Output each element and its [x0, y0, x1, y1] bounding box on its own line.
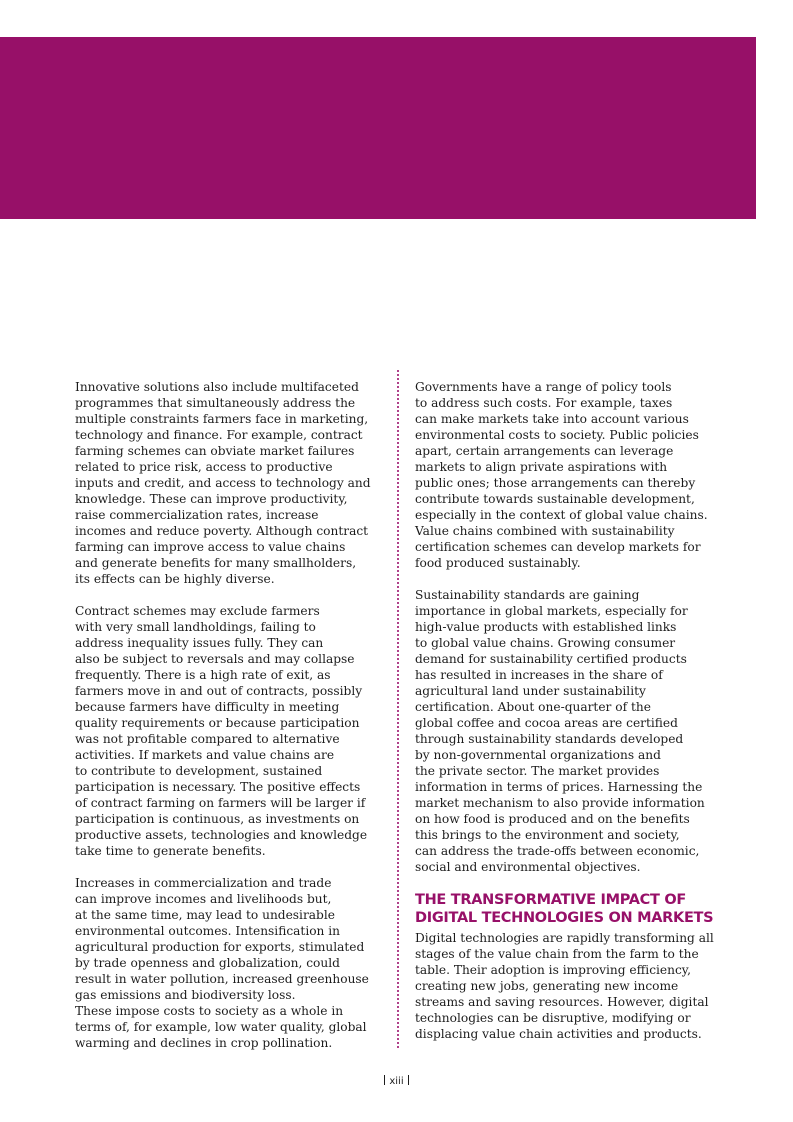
section-heading-line: THE TRANSFORMATIVE IMPACT OF [415, 892, 686, 908]
text-line: can make markets take into account various [415, 412, 689, 426]
text-line: knowledge. These can improve productivity, [75, 492, 348, 506]
text-line: Value chains combined with sustainability [415, 524, 675, 538]
text-line: activities. If markets and value chains are [75, 748, 335, 762]
text-line: global coffee and cocoa areas are certified [415, 716, 678, 730]
section-heading [415, 891, 720, 927]
page-number-text: xiii [389, 1076, 404, 1087]
text-line: Contract schemes may exclude farmers [75, 604, 320, 618]
text-line: take time to generate benefits. [75, 844, 266, 858]
text-line: by trade openness and globalization, could [75, 956, 340, 970]
page-number-bar-left [384, 1075, 385, 1085]
text-line: result in water pollution, increased greenhouse [75, 972, 369, 986]
text-line: the private sector. The market provides [415, 764, 660, 778]
text-line: of contract farming on farmers will be larger if [75, 796, 366, 810]
text-line: this brings to the environment and society, [415, 828, 680, 842]
text-line: Sustainability standards are gaining [415, 588, 640, 602]
text-line: terms of, for example, low water quality, global [75, 1020, 367, 1034]
text-line: public ones; those arrangements can thereby [415, 476, 696, 490]
text-line: can improve incomes and livelihoods but, [75, 892, 332, 906]
text-line: its effects can be highly diverse. [75, 572, 275, 586]
text-line: was not profitable compared to alternative [75, 732, 340, 746]
text-line: technology and finance. For example, contract [75, 428, 363, 442]
text-line: participation is necessary. The positive effects [75, 780, 361, 794]
text-line: also be subject to reversals and may collapse [75, 652, 355, 666]
text-line: participation is continuous, as investments on [75, 812, 360, 826]
text-line: farming can improve access to value chains [75, 540, 346, 554]
text-line: through sustainability standards developed [415, 732, 684, 746]
text-line: multiple constraints farmers face in marketing, [75, 412, 369, 426]
text-line: frequently. There is a high rate of exit, as [75, 668, 331, 682]
text-line: programmes that simultaneously address the [75, 396, 356, 410]
section-heading-line: DIGITAL TECHNOLOGIES ON MARKETS [415, 910, 714, 926]
text-line: information in terms of prices. Harnessing the [415, 780, 703, 794]
text-line: with very small landholdings, failing to [75, 620, 316, 634]
page-number-bar-right [408, 1075, 409, 1085]
column-divider [397, 370, 399, 1048]
page-number [0, 1075, 793, 1089]
text-line: incomes and reduce poverty. Although contract [75, 524, 369, 538]
text-line: can address the trade-offs between economic, [415, 844, 700, 858]
paragraph-contract-farming [75, 379, 375, 587]
text-line: at the same time, may lead to undesirable [75, 908, 335, 922]
text-line: on how food is produced and on the benefits [415, 812, 690, 826]
paragraph-contract-schemes [75, 603, 375, 859]
text-line: gas emissions and biodiversity loss. [75, 988, 296, 1002]
text-line: quality requirements or because participation [75, 716, 360, 730]
text-line: and generate benefits for many smallholders, [75, 556, 357, 570]
text-line: because farmers have difficulty in meeting [75, 700, 340, 714]
header-banner [0, 37, 756, 219]
text-line: apart, certain arrangements can leverage [415, 444, 674, 458]
text-line: by non-governmental organizations and [415, 748, 661, 762]
text-line: table. Their adoption is improving efficiency, [415, 963, 691, 977]
text-line: Increases in commercialization and trade [75, 876, 332, 890]
text-line: stages of the value chain from the farm to the [415, 947, 699, 961]
text-line: Digital technologies are rapidly transforming all [415, 931, 714, 945]
text-line: food produced sustainably. [415, 556, 581, 570]
text-line: importance in global markets, especially for [415, 604, 688, 618]
text-line: address inequality issues fully. They can [75, 636, 324, 650]
paragraph-digital-technologies [415, 930, 720, 1042]
text-line: high-value products with established links [415, 620, 677, 634]
paragraph-policy-tools [415, 379, 720, 571]
right-column [415, 379, 720, 1042]
text-line: creating new jobs, generating new income [415, 979, 679, 993]
text-line: to contribute to development, sustained [75, 764, 323, 778]
text-line: especially in the context of global value chains. [415, 508, 708, 522]
text-line: environmental outcomes. Intensification in [75, 924, 341, 938]
text-line: productive assets, technologies and knowledge [75, 828, 368, 842]
text-line: farming schemes can obviate market failures [75, 444, 355, 458]
text-line: has resulted in increases in the share of [415, 668, 663, 682]
text-line: certification. About one-quarter of the [415, 700, 651, 714]
text-line: inputs and credit, and access to technology and [75, 476, 371, 490]
text-line: certification schemes can develop markets for [415, 540, 701, 554]
text-line: demand for sustainability certified products [415, 652, 687, 666]
text-line: farmers move in and out of contracts, possibly [75, 684, 363, 698]
paragraph-sustainability-standards [415, 587, 720, 875]
left-column [75, 379, 375, 1051]
text-line: displacing value chain activities and products. [415, 1027, 702, 1041]
text-line: related to price risk, access to productive [75, 460, 333, 474]
text-line: These impose costs to society as a whole in [75, 1004, 344, 1018]
text-line: warming and declines in crop pollination. [75, 1036, 333, 1050]
text-line: contribute towards sustainable development, [415, 492, 695, 506]
text-line: raise commercialization rates, increase [75, 508, 319, 522]
text-line: social and environmental objectives. [415, 860, 641, 874]
text-line: market mechanism to also provide information [415, 796, 705, 810]
text-line: environmental costs to society. Public policies [415, 428, 699, 442]
text-line: Innovative solutions also include multifaceted [75, 380, 359, 394]
text-line: to address such costs. For example, taxes [415, 396, 673, 410]
text-line: to global value chains. Growing consumer [415, 636, 676, 650]
text-line: Governments have a range of policy tools [415, 380, 672, 394]
text-line: streams and saving resources. However, digital [415, 995, 709, 1009]
text-line: agricultural land under sustainability [415, 684, 646, 698]
text-line: agricultural production for exports, stimulated [75, 940, 365, 954]
text-line: markets to align private aspirations with [415, 460, 668, 474]
text-line: technologies can be disruptive, modifying or [415, 1011, 691, 1025]
paragraph-commercialization [75, 875, 375, 1051]
